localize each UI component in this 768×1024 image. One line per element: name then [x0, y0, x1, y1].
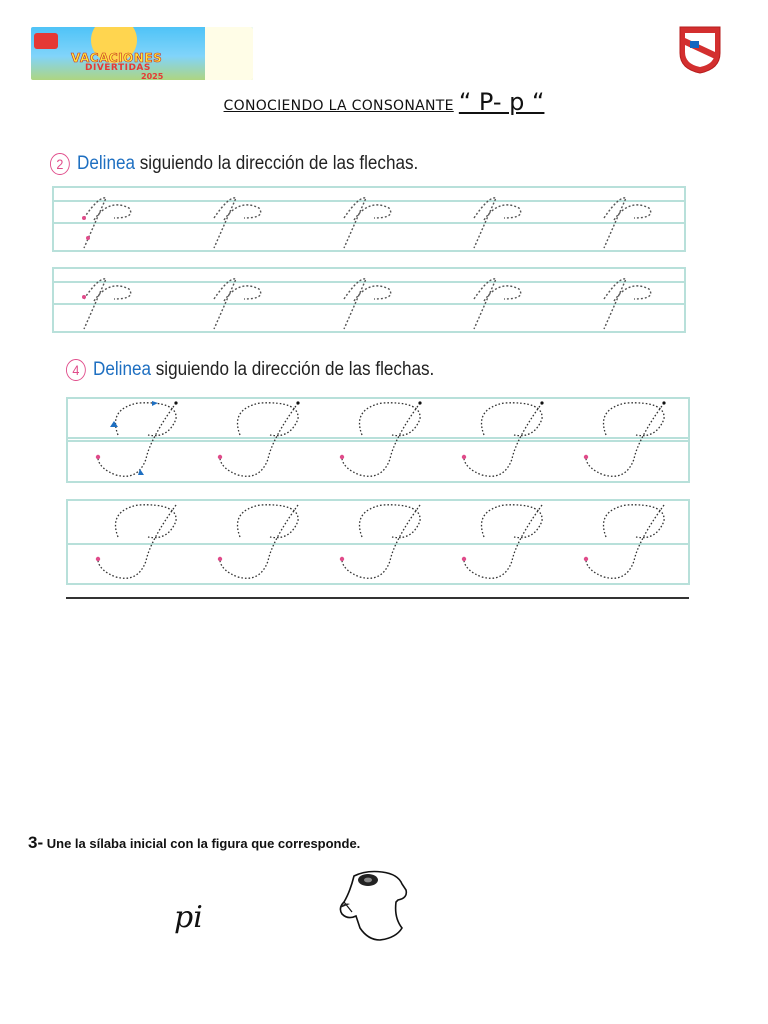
school-logo-icon	[34, 33, 58, 49]
dotted-p-row	[54, 188, 684, 250]
exercise-2-text: siguiendo la dirección de las flechas.	[134, 153, 419, 174]
tracing-row	[52, 267, 686, 333]
dotted-p-row	[54, 269, 684, 331]
school-shield-icon	[676, 25, 724, 75]
tracing-row-uppercase	[66, 397, 690, 483]
shirt-icon	[336, 868, 416, 944]
exercise-2-verb: Delinea	[77, 153, 135, 174]
exercise-3-text: Une la sílaba inicial con la figura que corresponde.	[46, 836, 361, 851]
exercise-2-instruction	[50, 153, 418, 175]
banner-year: 2025	[141, 72, 164, 80]
dotted-capital-p-row	[68, 501, 688, 583]
exercise-4-instruction	[66, 359, 434, 381]
exercise-4-number: 4	[66, 359, 86, 381]
page-title-letters: “ P- p “	[458, 88, 545, 116]
banner-title: VACACIONES	[71, 51, 163, 65]
exercise-4-verb: Delinea	[93, 359, 151, 380]
exercise-2-number: 2	[50, 153, 70, 175]
exercise-3-number: 3-	[28, 833, 44, 852]
tracing-row-uppercase	[66, 499, 690, 585]
banner-info-panel	[205, 27, 253, 80]
vacaciones-banner	[31, 27, 253, 80]
page-title-text: CONOCIENDO LA CONSONANTE	[223, 98, 454, 114]
syllable-pi: pi	[174, 900, 203, 935]
tracing-row	[52, 186, 686, 252]
exercise-4-text: siguiendo la dirección de las flechas.	[150, 359, 435, 380]
page-title	[0, 88, 768, 116]
dotted-capital-p-row	[68, 399, 688, 481]
page-divider	[66, 597, 689, 599]
exercise-3-instruction	[28, 833, 360, 853]
banner-subtitle: DIVERTIDAS	[85, 63, 151, 73]
